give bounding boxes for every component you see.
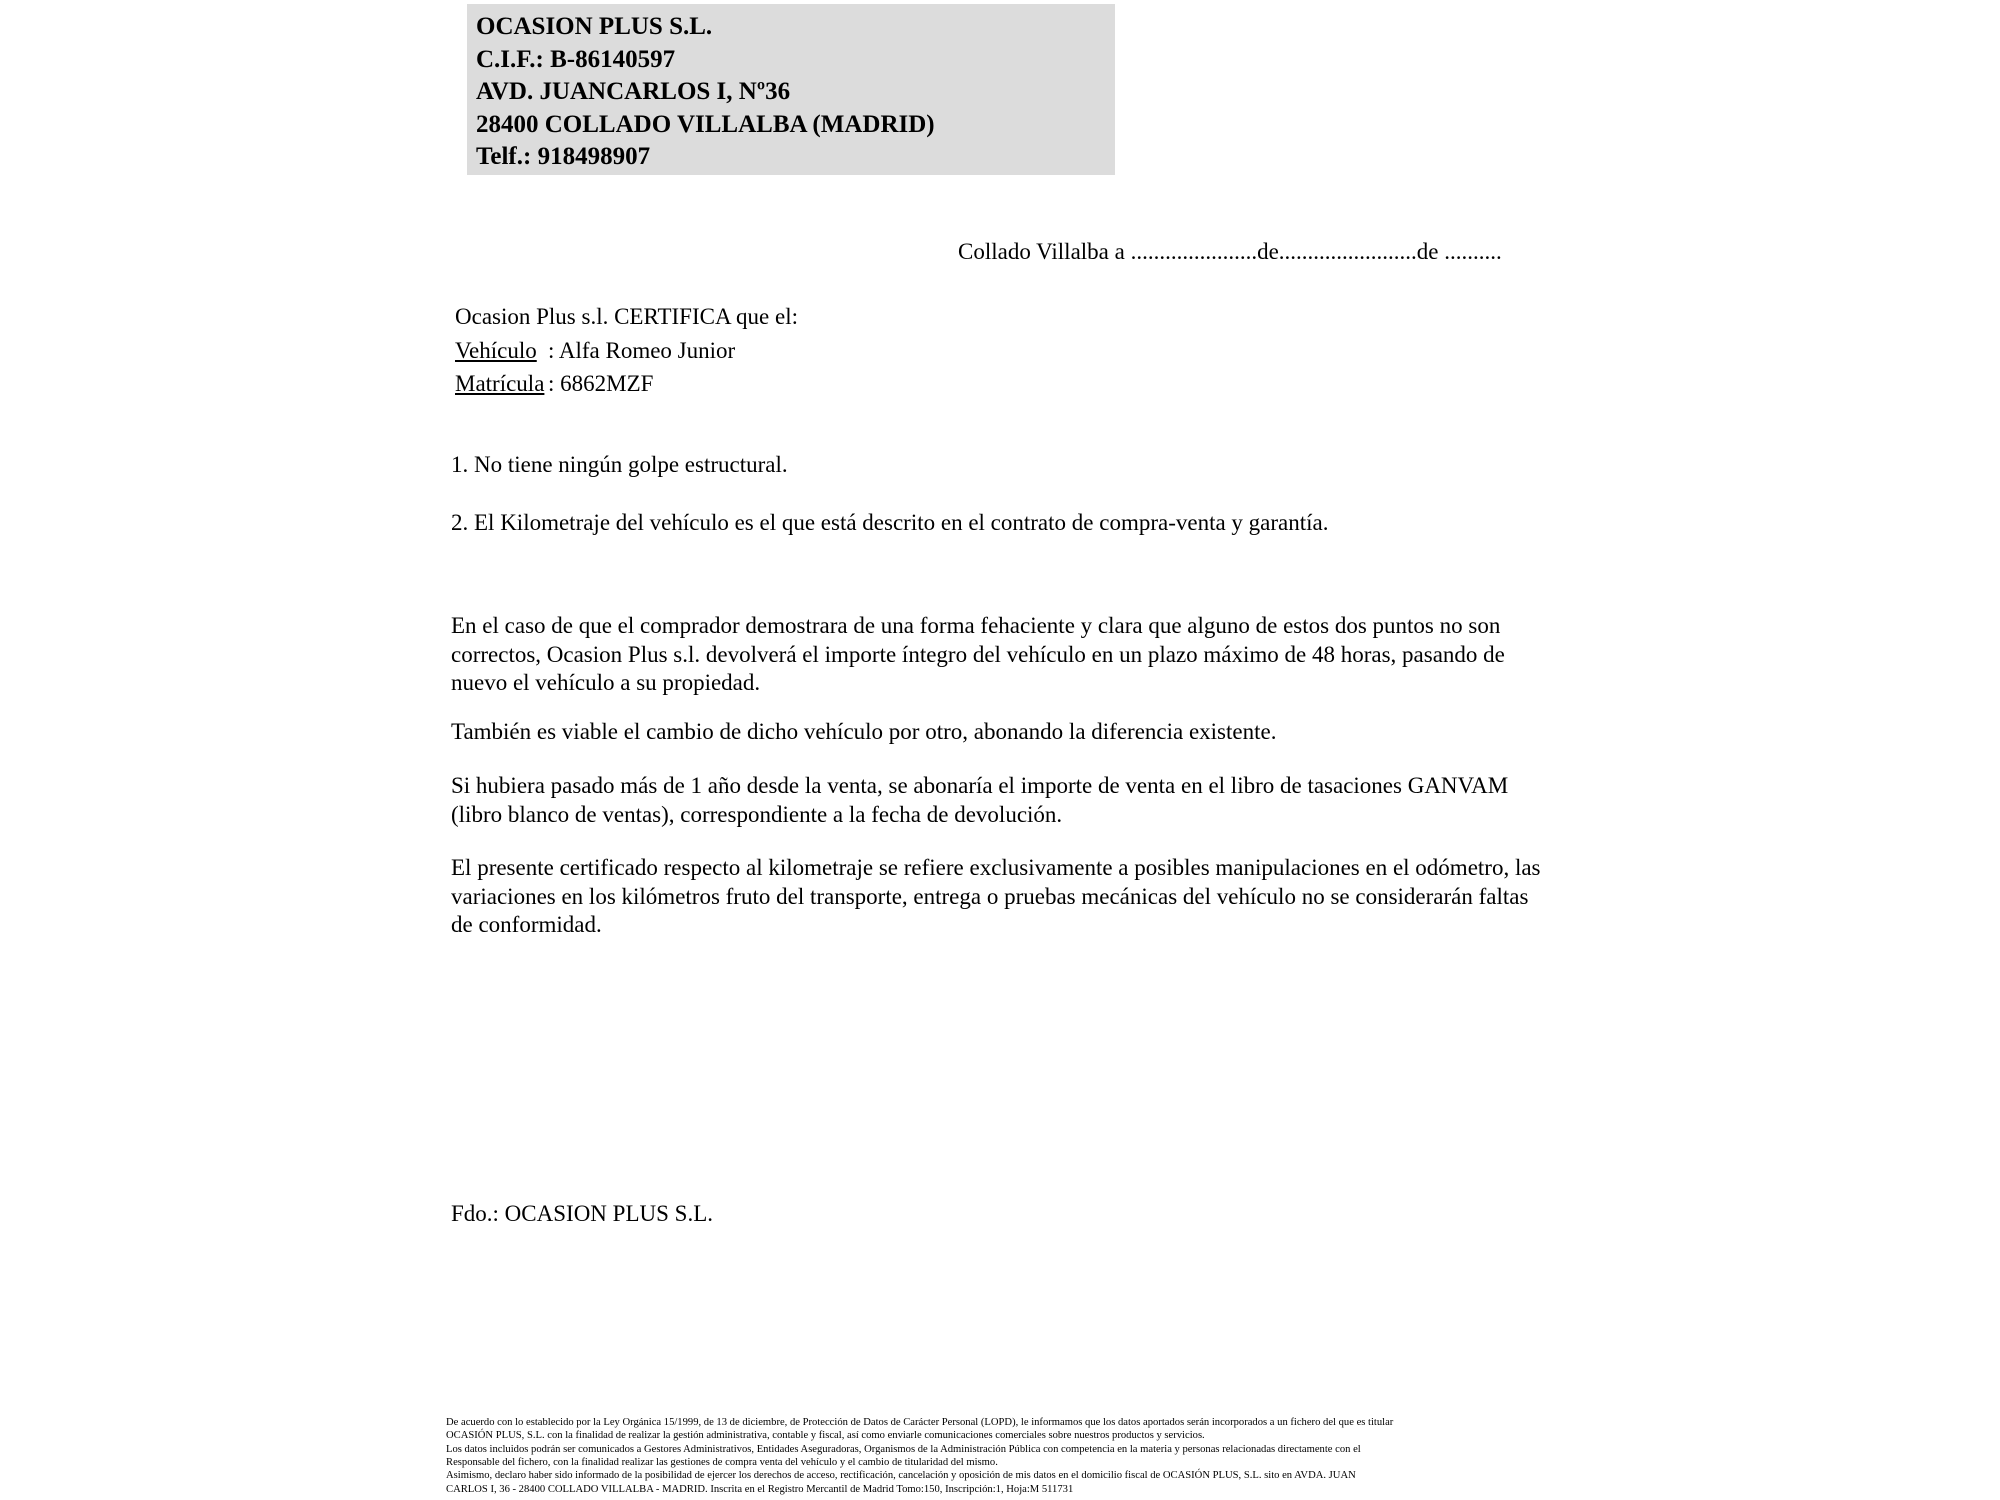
paragraph-exchange: También es viable el cambio de dicho vehículo por otro, abonando la diferencia existente. — [451, 719, 1277, 744]
certification-block — [455, 300, 798, 401]
plate-label: Matrícula — [455, 371, 545, 396]
point-2: 2. El Kilometraje del vehículo es el que está descrito en el contrato de compra-venta y garantía. — [451, 510, 1329, 535]
paragraph-ganvam: Si hubiera pasado más de 1 año desde la venta, se abonaría el importe de venta en el libro de tasaciones GANVAM (libro blanco de ventas), correspondiente a la fecha de devolución. — [451, 773, 1509, 827]
company-city: 28400 COLLADO VILLALBA (MADRID) — [476, 110, 935, 138]
vehicle-label: Vehículo — [455, 337, 537, 363]
company-phone: Telf.: 918498907 — [476, 143, 651, 171]
paragraph-refund: En el caso de que el comprador demostrara de una forma fehaciente y clara que alguno de estos dos puntos no son correctos, Ocasion Plus s.l. devolverá el importe íntegro del vehículo en un plazo máximo de 48 horas, pasando de nuevo el vehículo a su propiedad. — [451, 613, 1505, 696]
company-header-block — [467, 4, 1115, 175]
company-name: OCASION PLUS S.L. — [476, 13, 713, 40]
certification-intro: Ocasion Plus s.l. CERTIFICA que el: — [455, 304, 798, 329]
date-line: Collado Villalba a ......................de........................de .......... — [958, 239, 1502, 264]
legal-line: Responsable del fichero, con la finalidad realizar las gestiones de compra venta del vehículo y el cambio de titularidad del mismo. — [446, 1457, 998, 1469]
plate-row — [455, 367, 798, 401]
legal-line: OCASIÓN PLUS, S.L. con la finalidad de realizar la gestión administrativa, contable y fiscal, así como enviarle comunicaciones comerciales sobre nuestros productos y servicios. — [446, 1430, 1205, 1442]
plate-value: : 6862MZF — [548, 371, 654, 396]
company-cif: C.I.F.: B-86140597 — [476, 45, 676, 73]
signature-line: Fdo.: OCASION PLUS S.L. — [451, 1201, 713, 1226]
legal-line: Los datos incluidos podrán ser comunicados a Gestores Administrativos, Entidades Aseguradoras, Organismos de la Administración Pública con competencia en la materia y personas relacionadas directamente con el — [446, 1443, 1361, 1455]
vehicle-row — [455, 334, 798, 368]
legal-fine-print — [446, 1416, 1556, 1496]
paragraph-odometer: El presente certificado respecto al kilometraje se refiere exclusivamente a posibles manipulaciones en el odómetro, las variaciones en los kilómetros fruto del transporte, entrega o pruebas mecánicas del vehículo no se considerarán faltas de conformidad. — [451, 855, 1541, 938]
vehicle-value: : Alfa Romeo Junior — [548, 337, 736, 363]
company-address: AVD. JUANCARLOS I, Nº36 — [476, 78, 791, 106]
legal-line: CARLOS I, 36 - 28400 COLLADO VILLALBA - MADRID. Inscrita en el Registro Mercantil de Madrid Tomo:150, Inscripción:1, Hoja:M 511731 — [446, 1483, 1074, 1495]
point-1: 1. No tiene ningún golpe estructural. — [451, 452, 788, 477]
legal-line: Asimismo, declaro haber sido informado de la posibilidad de ejercer los derechos de acceso, rectificación, cancelación y oposición de mis datos en el domicilio fiscal de OCASIÓN PLUS, S.L. sito en AVDA. JUAN — [446, 1470, 1356, 1482]
legal-line: De acuerdo con lo establecido por la Ley Orgánica 15/1999, de 13 de diciembre, de Protección de Datos de Carácter Personal (LOPD), le informamos que los datos aportados serán incorporados a un fichero del que es titular — [446, 1417, 1394, 1428]
